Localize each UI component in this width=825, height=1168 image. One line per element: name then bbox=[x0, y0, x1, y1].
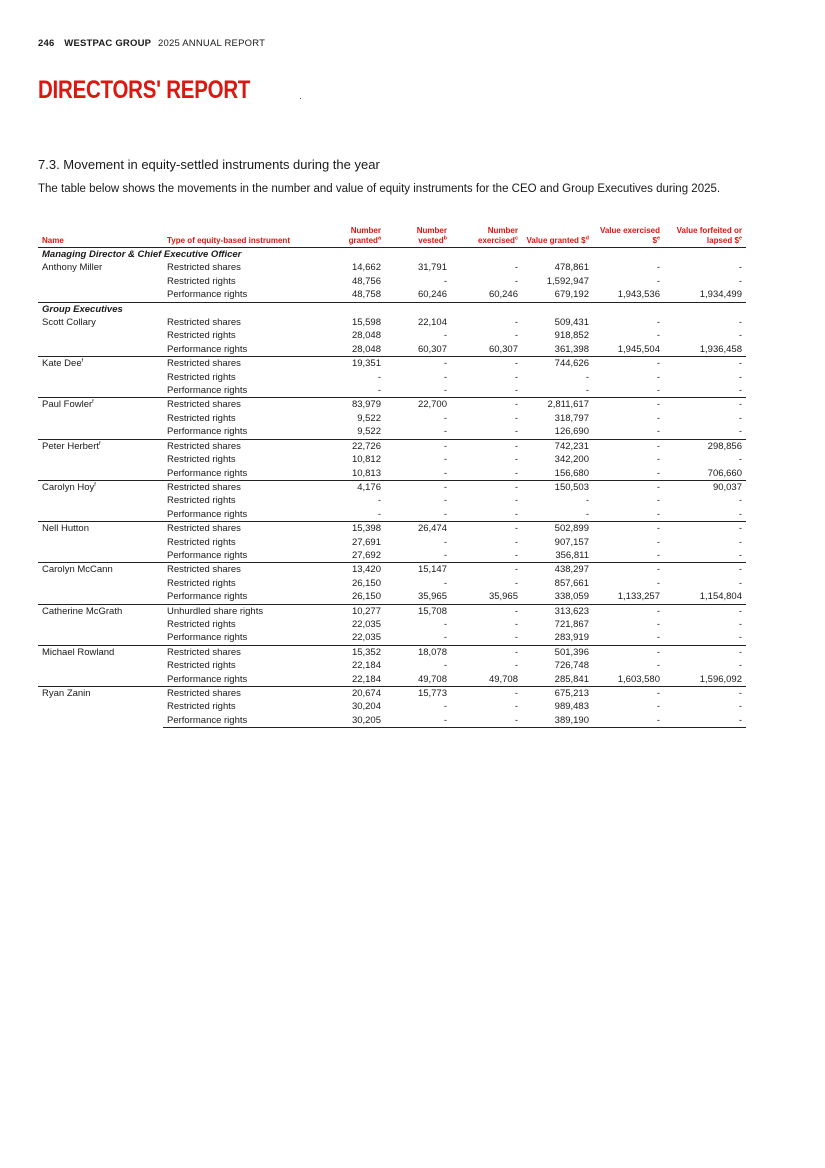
number-vested-cell: 15,147 bbox=[385, 563, 451, 577]
number-vested-cell: - bbox=[443, 330, 447, 342]
number-exercised-cell: - bbox=[451, 480, 522, 494]
number-vested-cell: - bbox=[443, 508, 447, 520]
value-forfeited-cell: 90,037 bbox=[664, 480, 746, 494]
instrument-type-cell: Performance rights bbox=[167, 385, 248, 397]
number-granted-cell: 83,979 bbox=[315, 398, 385, 412]
instrument-type-cell: Performance rights bbox=[167, 632, 248, 644]
value-exercised-cell: 1,943,536 bbox=[617, 289, 660, 301]
person-name-cell bbox=[38, 604, 163, 645]
number-granted-cell: - bbox=[377, 385, 381, 397]
value-exercised-cell: - bbox=[656, 577, 660, 589]
value-exercised-cell: - bbox=[656, 330, 660, 342]
instrument-type-cell: Performance rights bbox=[167, 289, 248, 301]
value-forfeited-cell: - bbox=[738, 632, 742, 644]
instrument-type-cell: Restricted shares bbox=[163, 563, 315, 577]
instrument-type-cell: Restricted shares bbox=[163, 398, 315, 412]
value-exercised-cell: - bbox=[656, 549, 660, 561]
value-forfeited-cell: 706,660 bbox=[707, 467, 742, 479]
number-granted-cell: 15,398 bbox=[315, 522, 385, 536]
person-name-cell bbox=[38, 522, 163, 563]
number-exercised-cell: - bbox=[514, 508, 518, 520]
instrument-type-cell: Performance rights bbox=[167, 467, 248, 479]
instrument-type-cell: Restricted shares bbox=[163, 357, 315, 371]
value-exercised-cell: - bbox=[656, 426, 660, 438]
value-exercised-cell: - bbox=[656, 467, 660, 479]
value-forfeited-cell: - bbox=[738, 701, 742, 713]
instrument-type-cell: Restricted rights bbox=[167, 701, 236, 713]
value-granted-cell: - bbox=[585, 508, 589, 520]
number-exercised-cell: - bbox=[451, 398, 522, 412]
number-granted-cell: 10,813 bbox=[351, 467, 381, 479]
value-granted-cell: 726,748 bbox=[554, 660, 589, 672]
number-vested-cell: - bbox=[443, 385, 447, 397]
number-granted-cell: 26,150 bbox=[351, 591, 381, 603]
value-forfeited-cell: - bbox=[664, 645, 746, 659]
table-row bbox=[38, 687, 746, 701]
instrument-type-cell: Restricted rights bbox=[167, 412, 236, 424]
value-forfeited-cell: - bbox=[738, 549, 742, 561]
value-granted-cell: 675,213 bbox=[522, 687, 593, 701]
report-name: 2025 ANNUAL REPORT bbox=[158, 38, 266, 49]
value-exercised-cell: 1,945,504 bbox=[617, 343, 660, 355]
number-exercised-cell: - bbox=[514, 317, 518, 329]
col-header-type: Type of equity-based instrument bbox=[163, 224, 315, 248]
number-exercised-cell: - bbox=[514, 454, 518, 466]
value-granted-cell: 501,396 bbox=[522, 645, 593, 659]
number-vested-cell: 60,307 bbox=[417, 343, 447, 355]
value-granted-cell: - bbox=[585, 385, 589, 397]
value-exercised-cell: - bbox=[656, 454, 660, 466]
page-title: DIRECTORS' REPORT bbox=[38, 76, 251, 104]
number-granted-cell: 9,522 bbox=[357, 412, 381, 424]
number-granted-cell: 28,048 bbox=[351, 330, 381, 342]
value-forfeited-cell: - bbox=[738, 275, 742, 287]
person-name: Michael Rowland bbox=[42, 646, 115, 658]
number-exercised-cell: - bbox=[514, 467, 518, 479]
instrument-type-cell: Restricted rights bbox=[167, 660, 236, 672]
number-exercised-cell: - bbox=[514, 495, 518, 507]
person-name: Nell Hutton bbox=[42, 523, 89, 535]
instrument-type-cell: Performance rights bbox=[167, 508, 248, 520]
value-granted-cell: 679,192 bbox=[554, 289, 589, 301]
number-vested-cell: 18,078 bbox=[385, 645, 451, 659]
number-granted-cell: 13,420 bbox=[315, 563, 385, 577]
instrument-type-cell: Performance rights bbox=[167, 549, 248, 561]
brand-name: WESTPAC GROUP bbox=[64, 38, 152, 49]
number-granted-cell: 15,352 bbox=[315, 645, 385, 659]
value-granted-cell: 744,626 bbox=[522, 357, 593, 371]
number-granted-cell: 15,598 bbox=[351, 317, 381, 329]
value-exercised-cell: - bbox=[593, 563, 664, 577]
number-granted-cell: 48,758 bbox=[351, 289, 381, 301]
value-forfeited-cell: 1,596,092 bbox=[699, 673, 742, 685]
col-header-number-exercised: Number exercised$^c$ bbox=[451, 224, 522, 248]
person-name: Carolyn Hoy bbox=[42, 481, 95, 493]
value-forfeited-cell: - bbox=[664, 604, 746, 618]
person-name-cell bbox=[38, 645, 163, 686]
table-row bbox=[38, 261, 746, 274]
equity-movements-table bbox=[38, 224, 746, 728]
value-granted-cell: 742,231 bbox=[522, 439, 593, 453]
person-name: Carolyn McCann bbox=[42, 564, 113, 576]
number-exercised-cell: - bbox=[514, 577, 518, 589]
value-forfeited-cell: - bbox=[738, 495, 742, 507]
instrument-type-cell: Restricted rights bbox=[167, 454, 236, 466]
group-label: Managing Director & Chief Executive Officer bbox=[38, 248, 746, 262]
number-granted-cell: 22,035 bbox=[351, 632, 381, 644]
value-granted-cell: 342,200 bbox=[554, 454, 589, 466]
person-name: Peter Herbert bbox=[42, 440, 100, 452]
value-exercised-cell: - bbox=[656, 262, 660, 274]
number-granted-cell: 22,035 bbox=[351, 618, 381, 630]
number-exercised-cell: - bbox=[451, 645, 522, 659]
number-exercised-cell: - bbox=[451, 357, 522, 371]
footnote-marker: f bbox=[99, 440, 101, 447]
value-granted-cell: 285,841 bbox=[554, 673, 589, 685]
footnote-marker: f bbox=[94, 481, 96, 488]
value-exercised-cell: - bbox=[593, 480, 664, 494]
table-row bbox=[38, 316, 746, 329]
number-exercised-cell: - bbox=[514, 275, 518, 287]
value-exercised-cell: - bbox=[656, 495, 660, 507]
col-header-number-vested: Number vested$^b$ bbox=[385, 224, 451, 248]
number-exercised-cell: - bbox=[514, 701, 518, 713]
footnote-marker: f bbox=[81, 358, 84, 365]
page-number: 246 bbox=[38, 38, 55, 49]
number-vested-cell: - bbox=[443, 495, 447, 507]
number-vested-cell: - bbox=[443, 701, 447, 713]
number-vested-cell: - bbox=[443, 412, 447, 424]
number-exercised-cell: - bbox=[514, 426, 518, 438]
value-forfeited-cell: 1,936,458 bbox=[699, 343, 742, 355]
instrument-type-cell: Performance rights bbox=[163, 714, 315, 728]
number-exercised-cell: - bbox=[514, 536, 518, 548]
value-granted-cell: 502,899 bbox=[522, 522, 593, 536]
instrument-type-cell: Restricted shares bbox=[167, 262, 241, 274]
stray-mark bbox=[300, 98, 301, 99]
value-granted-cell: - bbox=[585, 371, 589, 383]
section-heading: 7.3. Movement in equity-settled instruments during the year bbox=[38, 157, 380, 172]
number-exercised-cell: 35,965 bbox=[488, 591, 518, 603]
number-vested-cell: 15,773 bbox=[385, 687, 451, 701]
person-name-cell bbox=[38, 398, 163, 439]
value-granted-cell: 438,297 bbox=[522, 563, 593, 577]
instrument-type-cell: Restricted rights bbox=[167, 536, 236, 548]
number-granted-cell: 48,756 bbox=[351, 275, 381, 287]
value-exercised-cell: - bbox=[593, 357, 664, 371]
number-granted-cell: 14,662 bbox=[351, 262, 381, 274]
value-granted-cell: 721,867 bbox=[554, 618, 589, 630]
table-body bbox=[38, 248, 746, 728]
number-vested-cell: - bbox=[443, 577, 447, 589]
table-row bbox=[38, 645, 746, 659]
col-header-value-granted: Value granted \$$^d$ bbox=[522, 224, 593, 248]
number-vested-cell: - bbox=[385, 480, 451, 494]
person-name: Kate Dee bbox=[42, 358, 82, 370]
value-forfeited-cell: - bbox=[738, 330, 742, 342]
value-exercised-cell: - bbox=[593, 645, 664, 659]
number-exercised-cell: - bbox=[451, 522, 522, 536]
number-granted-cell: 9,522 bbox=[357, 426, 381, 438]
group-header-row bbox=[38, 248, 746, 262]
col-header-number-granted: Number granted$^a$ bbox=[315, 224, 385, 248]
table-row bbox=[38, 357, 746, 371]
instrument-type-cell: Restricted rights bbox=[167, 618, 236, 630]
value-forfeited-cell: - bbox=[664, 687, 746, 701]
value-forfeited-cell: - bbox=[664, 398, 746, 412]
number-vested-cell: - bbox=[443, 454, 447, 466]
number-exercised-cell: - bbox=[514, 549, 518, 561]
table-row bbox=[38, 522, 746, 536]
table-header-row bbox=[38, 224, 746, 248]
number-vested-cell: - bbox=[385, 439, 451, 453]
number-granted-cell: 30,205 bbox=[315, 714, 385, 728]
value-granted-cell: 126,690 bbox=[554, 426, 589, 438]
number-vested-cell: - bbox=[443, 660, 447, 672]
number-exercised-cell: - bbox=[514, 618, 518, 630]
number-exercised-cell: - bbox=[514, 330, 518, 342]
value-exercised-cell: - bbox=[593, 439, 664, 453]
value-forfeited-cell: - bbox=[738, 262, 742, 274]
number-vested-cell: 22,700 bbox=[385, 398, 451, 412]
table-row bbox=[38, 398, 746, 412]
number-vested-cell: - bbox=[443, 536, 447, 548]
instrument-type-cell: Performance rights bbox=[167, 426, 248, 438]
value-exercised-cell: - bbox=[656, 660, 660, 672]
value-exercised-cell: - bbox=[656, 385, 660, 397]
running-header bbox=[38, 38, 265, 49]
value-exercised-cell: - bbox=[593, 604, 664, 618]
value-forfeited-cell: - bbox=[664, 357, 746, 371]
value-granted-cell: 338,059 bbox=[554, 591, 589, 603]
value-forfeited-cell: - bbox=[738, 317, 742, 329]
instrument-type-cell: Restricted rights bbox=[167, 577, 236, 589]
value-granted-cell: 857,661 bbox=[554, 577, 589, 589]
number-vested-cell: - bbox=[443, 275, 447, 287]
number-exercised-cell: - bbox=[514, 371, 518, 383]
number-vested-cell: 31,791 bbox=[417, 262, 447, 274]
value-forfeited-cell: 298,856 bbox=[664, 439, 746, 453]
number-granted-cell: 22,184 bbox=[351, 660, 381, 672]
instrument-type-cell: Restricted rights bbox=[167, 371, 236, 383]
value-forfeited-cell: - bbox=[738, 385, 742, 397]
person-name: Ryan Zanin bbox=[42, 688, 91, 699]
number-vested-cell: - bbox=[385, 357, 451, 371]
person-name-cell bbox=[38, 563, 163, 604]
number-granted-cell: - bbox=[377, 508, 381, 520]
instrument-type-cell: Restricted shares bbox=[163, 645, 315, 659]
value-exercised-cell: - bbox=[656, 275, 660, 287]
value-exercised-cell: - bbox=[593, 687, 664, 701]
value-exercised-cell: - bbox=[656, 371, 660, 383]
value-exercised-cell: - bbox=[656, 701, 660, 713]
group-header-row bbox=[38, 302, 746, 316]
value-forfeited-cell: - bbox=[738, 536, 742, 548]
number-vested-cell: - bbox=[443, 426, 447, 438]
value-exercised-cell: - bbox=[593, 398, 664, 412]
value-granted-cell: 989,483 bbox=[554, 701, 589, 713]
number-granted-cell: 10,812 bbox=[351, 454, 381, 466]
number-vested-cell: 35,965 bbox=[417, 591, 447, 603]
value-forfeited-cell: - bbox=[664, 714, 746, 728]
number-vested-cell: 15,708 bbox=[385, 604, 451, 618]
number-vested-cell: - bbox=[443, 632, 447, 644]
number-exercised-cell: - bbox=[514, 632, 518, 644]
value-granted-cell: 313,623 bbox=[522, 604, 593, 618]
number-exercised-cell: - bbox=[514, 412, 518, 424]
instrument-type-cell: Performance rights bbox=[167, 591, 248, 603]
value-granted-cell: 478,861 bbox=[554, 262, 589, 274]
number-exercised-cell: 49,708 bbox=[488, 673, 518, 685]
person-name-cell bbox=[38, 357, 163, 398]
instrument-type-cell: Performance rights bbox=[167, 673, 248, 685]
number-exercised-cell: - bbox=[514, 262, 518, 274]
number-vested-cell: - bbox=[443, 618, 447, 630]
section-intro: The table below shows the movements in the number and value of equity instruments for the CEO and Group Executives during 2025. bbox=[38, 183, 721, 195]
number-granted-cell: - bbox=[377, 371, 381, 383]
value-granted-cell: 361,398 bbox=[554, 343, 589, 355]
number-granted-cell: 28,048 bbox=[351, 343, 381, 355]
value-forfeited-cell: - bbox=[738, 412, 742, 424]
number-exercised-cell: - bbox=[451, 604, 522, 618]
value-granted-cell: 2,811,617 bbox=[522, 398, 593, 412]
instrument-type-cell: Restricted shares bbox=[163, 522, 315, 536]
table-row bbox=[38, 439, 746, 453]
value-exercised-cell: - bbox=[656, 412, 660, 424]
person-name-cell bbox=[38, 261, 163, 302]
value-exercised-cell: - bbox=[656, 618, 660, 630]
value-forfeited-cell: - bbox=[738, 577, 742, 589]
value-granted-cell: 389,190 bbox=[522, 714, 593, 728]
value-forfeited-cell: 1,934,499 bbox=[699, 289, 742, 301]
number-exercised-cell: 60,307 bbox=[488, 343, 518, 355]
value-forfeited-cell: - bbox=[738, 508, 742, 520]
person-name-cell bbox=[38, 687, 163, 728]
instrument-type-cell: Restricted shares bbox=[163, 439, 315, 453]
number-granted-cell: 10,277 bbox=[315, 604, 385, 618]
number-granted-cell: 22,184 bbox=[351, 673, 381, 685]
value-exercised-cell: 1,133,257 bbox=[617, 591, 660, 603]
person-name: Paul Fowler bbox=[42, 399, 93, 411]
number-granted-cell: 30,204 bbox=[351, 701, 381, 713]
value-exercised-cell: - bbox=[593, 714, 664, 728]
person-name: Catherine McGrath bbox=[42, 605, 123, 617]
instrument-type-cell: Restricted rights bbox=[167, 495, 236, 507]
number-vested-cell: 26,474 bbox=[385, 522, 451, 536]
value-granted-cell: - bbox=[585, 495, 589, 507]
table-row bbox=[38, 480, 746, 494]
instrument-type-cell: Restricted rights bbox=[167, 330, 236, 342]
number-granted-cell: 27,692 bbox=[351, 549, 381, 561]
value-exercised-cell: 1,603,580 bbox=[617, 673, 660, 685]
person-name: Anthony Miller bbox=[42, 262, 103, 274]
person-name-cell bbox=[38, 480, 163, 521]
value-granted-cell: 150,503 bbox=[522, 480, 593, 494]
value-forfeited-cell: - bbox=[738, 660, 742, 672]
value-granted-cell: 283,919 bbox=[554, 632, 589, 644]
person-name: Scott Collary bbox=[42, 317, 96, 329]
number-granted-cell: 20,674 bbox=[315, 687, 385, 701]
value-forfeited-cell: - bbox=[738, 426, 742, 438]
col-header-value-exercised: Value exercised \$$^e$ bbox=[593, 224, 664, 248]
number-exercised-cell: - bbox=[451, 563, 522, 577]
number-exercised-cell: - bbox=[514, 385, 518, 397]
number-vested-cell: 22,104 bbox=[417, 317, 447, 329]
number-granted-cell: 27,691 bbox=[351, 536, 381, 548]
number-vested-cell: - bbox=[443, 549, 447, 561]
value-granted-cell: 318,797 bbox=[554, 412, 589, 424]
value-exercised-cell: - bbox=[656, 317, 660, 329]
footnote-marker: f bbox=[92, 399, 94, 406]
instrument-type-cell: Unhurdled share rights bbox=[163, 604, 315, 618]
instrument-type-cell: Restricted rights bbox=[167, 275, 236, 287]
value-granted-cell: 156,680 bbox=[554, 467, 589, 479]
value-forfeited-cell: - bbox=[738, 371, 742, 383]
group-label: Group Executives bbox=[38, 302, 746, 316]
number-granted-cell: - bbox=[377, 495, 381, 507]
instrument-type-cell: Restricted shares bbox=[163, 480, 315, 494]
value-granted-cell: 356,811 bbox=[555, 549, 589, 561]
instrument-type-cell: Performance rights bbox=[167, 343, 248, 355]
number-vested-cell: 60,246 bbox=[417, 289, 447, 301]
value-granted-cell: 907,157 bbox=[554, 536, 589, 548]
instrument-type-cell: Restricted shares bbox=[167, 317, 241, 329]
value-forfeited-cell: - bbox=[738, 618, 742, 630]
number-exercised-cell: - bbox=[451, 687, 522, 701]
instrument-type-cell: Restricted shares bbox=[163, 687, 315, 701]
person-name-cell bbox=[38, 316, 163, 357]
value-forfeited-cell: - bbox=[664, 563, 746, 577]
col-header-value-forfeited: Value forfeited or lapsed \$$^e$ bbox=[664, 224, 746, 248]
value-forfeited-cell: - bbox=[664, 522, 746, 536]
value-granted-cell: 1,592,947 bbox=[546, 275, 589, 287]
person-name-cell bbox=[38, 439, 163, 480]
number-granted-cell: 4,176 bbox=[315, 480, 385, 494]
number-vested-cell: - bbox=[443, 371, 447, 383]
value-exercised-cell: - bbox=[593, 522, 664, 536]
number-granted-cell: 26,150 bbox=[351, 577, 381, 589]
value-exercised-cell: - bbox=[656, 632, 660, 644]
number-vested-cell: - bbox=[385, 714, 451, 728]
number-exercised-cell: 60,246 bbox=[488, 289, 518, 301]
value-exercised-cell: - bbox=[656, 536, 660, 548]
value-exercised-cell: - bbox=[656, 508, 660, 520]
col-header-name: Name bbox=[38, 224, 163, 248]
value-forfeited-cell: 1,154,804 bbox=[699, 591, 742, 603]
number-granted-cell: 22,726 bbox=[315, 439, 385, 453]
number-exercised-cell: - bbox=[514, 660, 518, 672]
value-forfeited-cell: - bbox=[738, 454, 742, 466]
table-row bbox=[38, 604, 746, 618]
table-row bbox=[38, 563, 746, 577]
value-granted-cell: 509,431 bbox=[554, 317, 589, 329]
number-vested-cell: 49,708 bbox=[417, 673, 447, 685]
number-exercised-cell: - bbox=[451, 714, 522, 728]
number-vested-cell: - bbox=[443, 467, 447, 479]
value-granted-cell: 918,852 bbox=[554, 330, 589, 342]
number-exercised-cell: - bbox=[451, 439, 522, 453]
number-granted-cell: 19,351 bbox=[315, 357, 385, 371]
